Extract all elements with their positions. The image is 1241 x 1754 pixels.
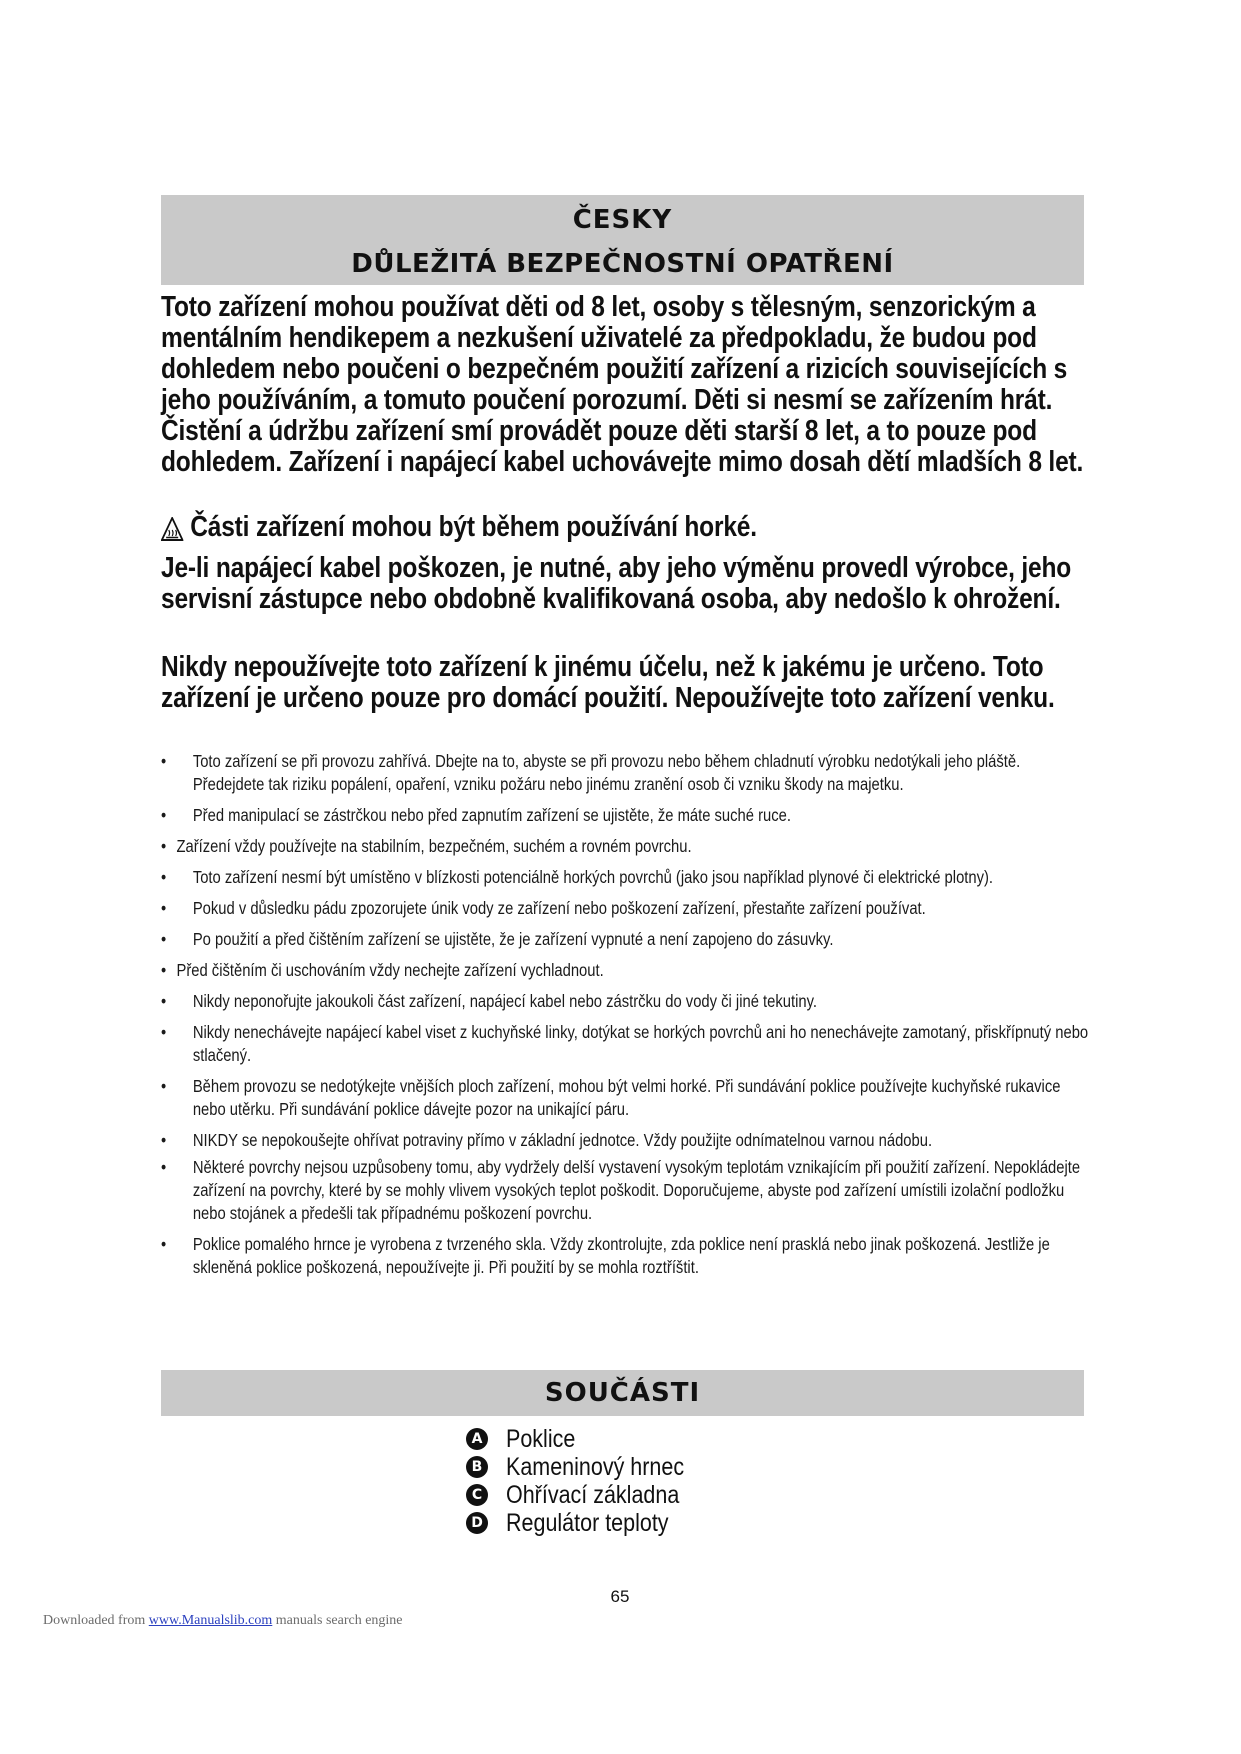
header-band bbox=[161, 195, 1084, 285]
list-item: • Před manipulací se zástrčkou nebo před zapnutím zařízení se ujistěte, že máte suché ruce. bbox=[161, 805, 791, 825]
footer-suffix: manuals search engine bbox=[272, 1613, 403, 1628]
list-item: • Zařízení vždy používejte na stabilním, bezpečném, suchém a rovném povrchu. bbox=[161, 836, 692, 856]
cord-block bbox=[161, 553, 1086, 615]
safety-title: DŮLEŽITÁ BEZPEČNOSTNÍ OPATŘENÍ bbox=[351, 249, 894, 279]
part-label: Poklice bbox=[506, 1424, 576, 1453]
purpose-paragraph: Nikdy nepoužívejte toto zařízení k jinému účelu, než k jakému je určeno. Toto zařízení je určeno pouze pro domácí použití. Nepoužívejte toto zařízení venku. bbox=[161, 651, 1055, 714]
letter-b-icon: B bbox=[466, 1456, 488, 1478]
list-item: • Některé povrchy nejsou uzpůsobeny tomu, aby vydržely delší vystavení vysokým teplotám vznikajícím při použití zařízení. Nepokládejte zařízení na povrchy, které by se mohly vlivem vysokých teplot poškodit. Doporučujeme, abyste pod zařízení umístili izolační podložku nebo stojánek a předešli tak případnému poškození povrchu. bbox=[161, 1157, 1081, 1223]
page-number: 65 bbox=[610, 1587, 630, 1606]
manualslib-link[interactable]: www.Manualslib.com bbox=[148, 1613, 273, 1628]
list-item: • Nikdy neponořujte jakoukoli část zařízení, napájecí kabel nebo zástrčku do vody či jiné tekutiny. bbox=[161, 991, 817, 1011]
list-item: • Pokud v důsledku pádu zpozorujete únik vody ze zařízení nebo poškození zařízení, přestaňte zařízení používat. bbox=[161, 898, 926, 918]
download-footer bbox=[43, 1613, 403, 1629]
part-label: Ohřívací základna bbox=[506, 1480, 680, 1509]
list-item: • NIKDY se nepokoušejte ohřívat potraviny přímo v základní jednotce. Vždy použijte odnímatelnou varnou nádobu. bbox=[161, 1130, 933, 1150]
list-item: • Před čištěním či uschováním vždy nechejte zařízení vychladnout. bbox=[161, 960, 604, 980]
footer-prefix: Downloaded from bbox=[43, 1613, 149, 1628]
intro-paragraph: Toto zařízení mohou používat děti od 8 let, osoby s tělesným, senzorickým a mentálním hendikepem a nezkušení uživatelé za předpokladu, že budou pod dohledem nebo poučeni o bezpečném použití zařízení a rizicích souvisejících s jeho používáním, a tomuto poučení porozumí. Děti si nesmí se zařízením hrát. Čistění a údržbu zařízení smí provádět pouze děti starší 8 let, a to pouze pod dohledem. Zařízení i napájecí kabel uchovávejte mimo dosah dětí mladších 8 let. bbox=[161, 291, 1084, 478]
parts-list bbox=[466, 1425, 713, 1537]
letter-a-icon: A bbox=[466, 1428, 488, 1450]
hot-surface-warning-icon bbox=[161, 517, 183, 541]
purpose-block bbox=[161, 652, 1086, 714]
intro-block bbox=[161, 292, 1086, 478]
parts-band bbox=[161, 1370, 1084, 1416]
list-item: • Poklice pomalého hrnce je vyrobena z tvrzeného skla. Vždy zkontrolujte, zda poklice není prasklá nebo jinak poškozená. Jestliže je skleněná poklice poškozená, nepoužívejte ji. Při použití by se mohla roztříštit. bbox=[161, 1234, 1050, 1277]
part-label: Kameninový hrnec bbox=[506, 1452, 685, 1481]
part-label: Regulátor teploty bbox=[506, 1508, 669, 1537]
cord-paragraph: Je-li napájecí kabel poškozen, je nutné, aby jeho výměnu provedl výrobce, jeho servisní zástupce nebo obdobně kvalifikovaná osoba, aby nedošlo k ohrožení. bbox=[161, 552, 1072, 615]
parts-title: SOUČÁSTI bbox=[544, 1378, 701, 1408]
safety-bullet-list bbox=[161, 750, 1091, 1279]
part-item bbox=[466, 1425, 713, 1453]
hot-warning bbox=[161, 512, 1086, 543]
list-item: • Toto zařízení nesmí být umístěno v blízkosti potenciálně horkých povrchů (jako jsou například plynové či elektrické plotny). bbox=[161, 867, 994, 887]
letter-d-icon: D bbox=[466, 1512, 488, 1534]
language-heading: ČESKY bbox=[572, 205, 673, 235]
part-item bbox=[466, 1509, 713, 1537]
part-item bbox=[466, 1481, 713, 1509]
list-item: • Během provozu se nedotýkejte vnějších ploch zařízení, mohou být velmi horké. Při sundávání poklice používejte kuchyňské rukavice nebo utěrku. Při sundávání poklice dávejte pozor na unikající páru. bbox=[161, 1076, 1061, 1119]
warning-text: Části zařízení mohou být během používání horké. bbox=[190, 511, 757, 543]
part-item bbox=[466, 1453, 713, 1481]
list-item: • Toto zařízení se při provozu zahřívá. Dbejte na to, abyste se při provozu nebo během chladnutí výrobku nedotýkali jeho pláště. Předejdete tak riziku popálení, opaření, vzniku požáru nebo jinému zranění osob či vzniku škody na majetku. bbox=[161, 751, 1021, 794]
list-item: • Po použití a před čištěním zařízení se ujistěte, že je zařízení vypnuté a není zapojeno do zásuvky. bbox=[161, 929, 834, 949]
list-item: • Nikdy nenechávejte napájecí kabel viset z kuchyňské linky, dotýkat se horkých povrchů ani ho nenechávejte zamotaný, přiskřípnutý nebo stlačený. bbox=[161, 1022, 1089, 1065]
letter-c-icon: C bbox=[466, 1484, 488, 1506]
